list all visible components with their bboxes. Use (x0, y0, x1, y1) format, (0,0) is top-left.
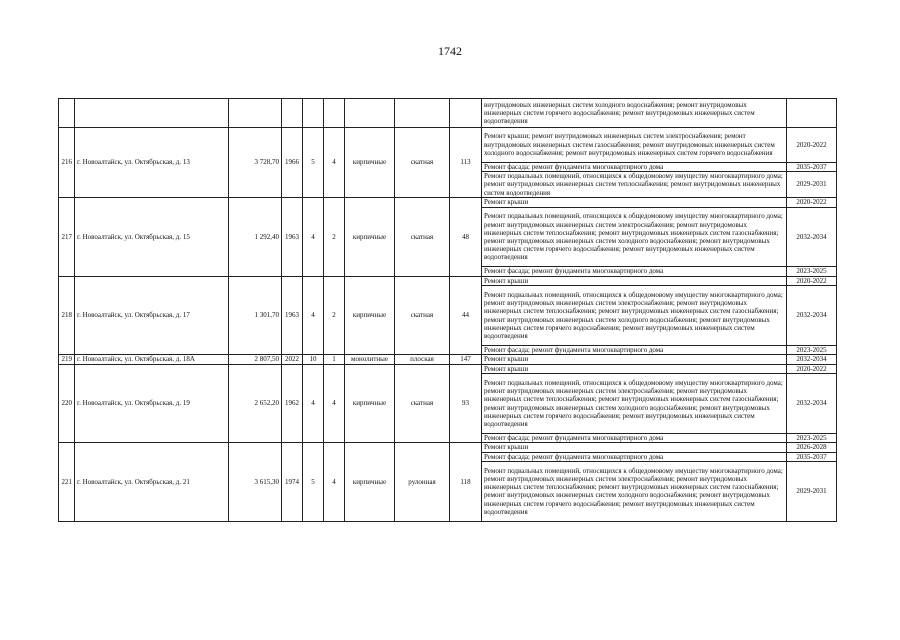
work-description-cell: Ремонт крыши (482, 198, 787, 207)
table-body (59, 99, 837, 522)
work-description-cell: Ремонт фасада; ремонт фундамента многоквартирного дома (482, 162, 787, 171)
work-description-cell: Ремонт крыши (482, 364, 787, 373)
work-description-cell: Ремонт крыши (482, 443, 787, 452)
table-row (59, 364, 837, 373)
work-description-cell: Ремонт подвальных помещений, относящихся к общедомовому имуществу многоквартирного дома; ремонт внутридомовых инженерных систем электроснабжения; ремонт внутридомовых инженерных систем теплоснабжения; ремонт внутридомовых инженерных систем газоснабжения; ремонт внутридомовых инженерных систем холодного водоснабжения; ремонт внутридомовых инженерных систем горячего водоснабжения; ремонт внутридомовых инженерных систем водоотведения (482, 462, 787, 522)
entrances-cell (324, 99, 345, 128)
entrances-cell: 4 (324, 128, 345, 198)
entrances-cell: 2 (324, 276, 345, 355)
work-description-cell: Ремонт подвальных помещений, относящихся к общедомовому имуществу многоквартирного дома; ремонт внутридомовых инженерных систем электроснабжения; ремонт внутридомовых инженерных систем теплоснабжения; ремонт внутридомовых инженерных систем газоснабжения; ремонт внутридомовых инженерных систем холодного водоснабжения; ремонт внутридомовых инженерных систем горячего водоснабжения; ремонт внутридомовых инженерных систем водоотведения (482, 207, 787, 267)
year-cell (282, 99, 303, 128)
residents-cell: 118 (450, 443, 482, 522)
area-cell (229, 99, 282, 128)
area-cell: 1 292,40 (229, 198, 282, 277)
area-cell: 2 807,50 (229, 355, 282, 364)
roof-cell (395, 99, 450, 128)
row-number-cell: 217 (59, 198, 75, 277)
floors-cell: 4 (303, 198, 324, 277)
area-cell: 2 652,20 (229, 364, 282, 443)
floors-cell: 5 (303, 128, 324, 198)
roof-cell: плоская (395, 355, 450, 364)
work-period-cell: 2032-2034 (787, 286, 837, 346)
table-row (59, 276, 837, 285)
address-cell: г. Новоалтайск, ул. Октябрьская, д. 18А (75, 355, 229, 364)
table-row (59, 443, 837, 452)
work-period-cell: 2035-2037 (787, 452, 837, 461)
work-period-cell: 2029-2031 (787, 171, 837, 197)
row-number-cell: 220 (59, 364, 75, 443)
roof-cell: скатная (395, 364, 450, 443)
floors-cell: 5 (303, 443, 324, 522)
work-description-cell: Ремонт подвальных помещений, относящихся к общедомовому имуществу многоквартирного дома; ремонт внутридомовых инженерных систем электроснабжения; ремонт внутридомовых инженерных систем теплоснабжения; ремонт внутридомовых инженерных систем газоснабжения; ремонт внутридомовых инженерных систем холодного водоснабжения; ремонт внутридомовых инженерных систем горячего водоснабжения; ремонт внутридомовых инженерных систем водоотведения (482, 286, 787, 346)
work-period-cell: 2032-2034 (787, 374, 837, 434)
residents-cell (450, 99, 482, 128)
entrances-cell: 1 (324, 355, 345, 364)
year-cell: 1974 (282, 443, 303, 522)
work-period-cell: 2020-2022 (787, 364, 837, 373)
roof-cell: скатная (395, 198, 450, 277)
work-period-cell: 2032-2034 (787, 355, 837, 364)
work-description-cell: Ремонт фасада; ремонт фундамента многоквартирного дома (482, 345, 787, 354)
floors-cell: 4 (303, 364, 324, 443)
walls-cell: монолитные (345, 355, 395, 364)
work-description-cell: Ремонт фасада; ремонт фундамента многоквартирного дома (482, 267, 787, 276)
work-period-cell (787, 99, 837, 128)
row-number-cell: 218 (59, 276, 75, 355)
area-cell: 3 728,70 (229, 128, 282, 198)
address-cell: г. Новоалтайск, ул. Октябрьская, д. 15 (75, 198, 229, 277)
roof-cell: скатная (395, 128, 450, 198)
work-description-cell: Ремонт крыши (482, 355, 787, 364)
residents-cell: 44 (450, 276, 482, 355)
row-number-cell: 221 (59, 443, 75, 522)
walls-cell: кирпичные (345, 443, 395, 522)
walls-cell (345, 99, 395, 128)
work-period-cell: 2020-2022 (787, 198, 837, 207)
entrances-cell: 4 (324, 443, 345, 522)
residents-cell: 93 (450, 364, 482, 443)
residents-cell: 113 (450, 128, 482, 198)
walls-cell: кирпичные (345, 364, 395, 443)
address-cell (75, 99, 229, 128)
work-period-cell: 2032-2034 (787, 207, 837, 267)
year-cell: 1963 (282, 276, 303, 355)
work-description-cell: Ремонт крыши (482, 276, 787, 285)
year-cell: 1962 (282, 364, 303, 443)
work-period-cell: 2020-2022 (787, 128, 837, 163)
work-period-cell: 2023-2025 (787, 267, 837, 276)
work-description-cell: Ремонт подвальных помещений, относящихся к общедомовому имуществу многоквартирного дома; ремонт внутридомовых инженерных систем электроснабжения; ремонт внутридомовых инженерных систем теплоснабжения; ремонт внутридомовых инженерных систем газоснабжения; ремонт внутридомовых инженерных систем холодного водоснабжения; ремонт внутридомовых инженерных систем горячего водоснабжения; ремонт внутридомовых инженерных систем водоотведения (482, 374, 787, 434)
row-number-cell: 219 (59, 355, 75, 364)
floors-cell: 10 (303, 355, 324, 364)
address-cell: г. Новоалтайск, ул. Октябрьская, д. 21 (75, 443, 229, 522)
roof-cell: рулонная (395, 443, 450, 522)
work-description-cell: Ремонт фасада; ремонт фундамента многоквартирного дома (482, 452, 787, 461)
work-period-cell: 2035-2037 (787, 162, 837, 171)
address-cell: г. Новоалтайск, ул. Октябрьская, д. 19 (75, 364, 229, 443)
walls-cell: кирпичные (345, 276, 395, 355)
work-description-cell: Ремонт фасада; ремонт фундамента многоквартирного дома (482, 433, 787, 442)
entrances-cell: 4 (324, 364, 345, 443)
work-period-cell: 2029-2031 (787, 462, 837, 522)
area-cell: 1 301,70 (229, 276, 282, 355)
residents-cell: 147 (450, 355, 482, 364)
housing-repair-table (58, 98, 837, 522)
entrances-cell: 2 (324, 198, 345, 277)
area-cell: 3 615,30 (229, 443, 282, 522)
work-period-cell: 2023-2025 (787, 345, 837, 354)
work-period-cell: 2026-2028 (787, 443, 837, 452)
row-number-cell: 216 (59, 128, 75, 198)
walls-cell: кирпичные (345, 128, 395, 198)
address-cell: г. Новоалтайск, ул. Октябрьская, д. 17 (75, 276, 229, 355)
table-row (59, 198, 837, 207)
residents-cell: 48 (450, 198, 482, 277)
floors-cell: 4 (303, 276, 324, 355)
table-row (59, 128, 837, 163)
work-period-cell: 2023-2025 (787, 433, 837, 442)
work-description-cell: внутридомовых инженерных систем холодного водоснабжения; ремонт внутридомовых инженерных систем горячего водоснабжения; ремонт внутридомовых инженерных систем водоотведения (482, 99, 787, 128)
year-cell: 1963 (282, 198, 303, 277)
roof-cell: скатная (395, 276, 450, 355)
walls-cell: кирпичные (345, 198, 395, 277)
work-period-cell: 2020-2022 (787, 276, 837, 285)
floors-cell (303, 99, 324, 128)
work-description-cell: Ремонт крыши; ремонт внутридомовых инженерных систем электроснабжения; ремонт внутридомовых инженерных систем газоснабжения; ремонт внутридомовых инженерных систем холодного водоснабжения; ремонт внутридомовых инженерных систем горячего водоснабжения (482, 128, 787, 163)
table-row (59, 355, 837, 364)
table-row-continued (59, 99, 837, 128)
row-number-cell (59, 99, 75, 128)
address-cell: г. Новоалтайск, ул. Октябрьская, д. 13 (75, 128, 229, 198)
year-cell: 1966 (282, 128, 303, 198)
work-description-cell: Ремонт подвальных помещений, относящихся к общедомовому имуществу многоквартирного дома; ремонт внутридомовых инженерных систем теплоснабжения; ремонт внутридомовых инженерных систем водоотведения (482, 171, 787, 197)
year-cell: 2022 (282, 355, 303, 364)
page-number: 1742 (438, 44, 462, 58)
